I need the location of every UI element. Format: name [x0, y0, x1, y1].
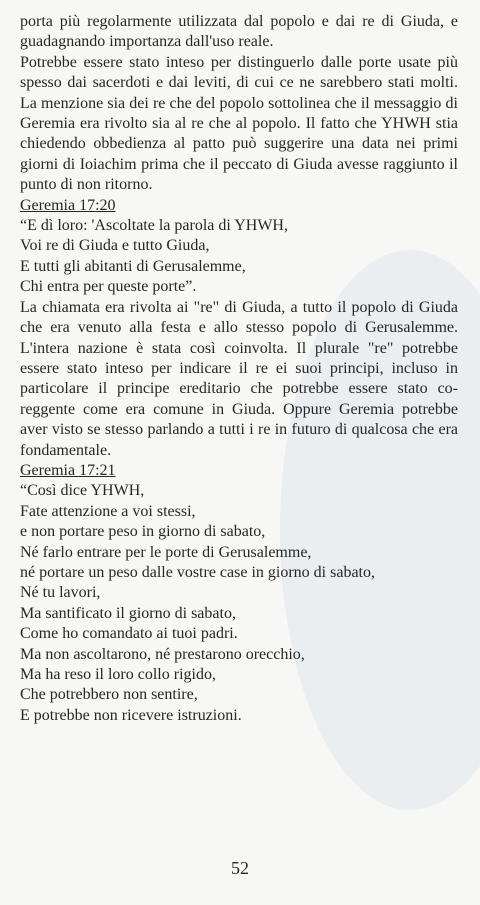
- verse-line: Fate attenzione a voi stessi,: [20, 502, 196, 520]
- verse-line: Voi re di Giuda e tutto Giuda,: [20, 237, 210, 255]
- verse-line: E potrebbe non ricevere istruzioni.: [20, 706, 242, 724]
- verse-line: Come ho comandato ai tuoi padri.: [20, 625, 238, 643]
- page-content: [20, 12, 458, 726]
- verse-reference: Geremia 17:20: [20, 196, 116, 214]
- verse-reference: Geremia 17:21: [20, 461, 116, 479]
- verse-line: Ma non ascoltarono, né prestarono orecchio,: [20, 645, 305, 663]
- verse-text: [20, 216, 458, 298]
- verse-line: Né tu lavori,: [20, 584, 101, 602]
- commentary-paragraph: La chiamata era rivolta ai "re" di Giuda, a tutto il popolo di Giuda che era venuto alla festa e allo stesso popolo di Gerusalemme. L'intera nazione è stata così coinvolta. Il plurale "re" potrebbe essere stato inteso per indicare il re ei suoi principi, incluso in particolare il principe ereditario che potrebbe essere stato co-reggente come era comune in Giuda. Oppure Geremia potrebbe aver visto se stesso parlando a tutti i re in futuro di qualcosa che era fondamentale.: [20, 298, 458, 459]
- verse-line: Che potrebbero non sentire,: [20, 686, 198, 704]
- intro-paragraph: porta più regolarmente utilizzata dal popolo e dai re di Giuda, e guadagnando importanza dall'uso reale.: [20, 13, 458, 51]
- verse-line: Ma santificato il giorno di sabato,: [20, 604, 236, 622]
- verse-line: “Così dice YHWH,: [20, 482, 145, 500]
- verse-line: Né farlo entrare per le porte di Gerusalemme,: [20, 543, 312, 561]
- verse-line: Ma ha reso il loro collo rigido,: [20, 666, 216, 683]
- verse-line: “E dì loro: 'Ascoltate la parola di YHWH,: [20, 217, 288, 235]
- intro-paragraph: Potrebbe essere stato inteso per distinguerlo dalle porte usate più spesso dai sacerdoti e dai leviti, di cui ce ne sarebbero stati molti. La menzione sia dei re che del popolo sottolinea che il messaggio di Geremia era rivolto sia al re che al popolo. Il fatto che YHWH stia chiedendo obbedienza al patto può suggerire una data nei primi giorni di Ioiachim prima che il peccato di Giuda avesse raggiunto il punto di non ritorno.: [20, 53, 458, 194]
- verse-line: e non portare peso in giorno di sabato,: [20, 523, 266, 541]
- page-number: 52: [231, 858, 249, 878]
- verse-line: né portare un peso dalle vostre case in giorno di sabato,: [20, 563, 375, 581]
- verse-line: Chi entra per queste porte”.: [20, 278, 197, 296]
- verse-line: E tutti gli abitanti di Gerusalemme,: [20, 257, 246, 275]
- verse-text: [20, 481, 458, 726]
